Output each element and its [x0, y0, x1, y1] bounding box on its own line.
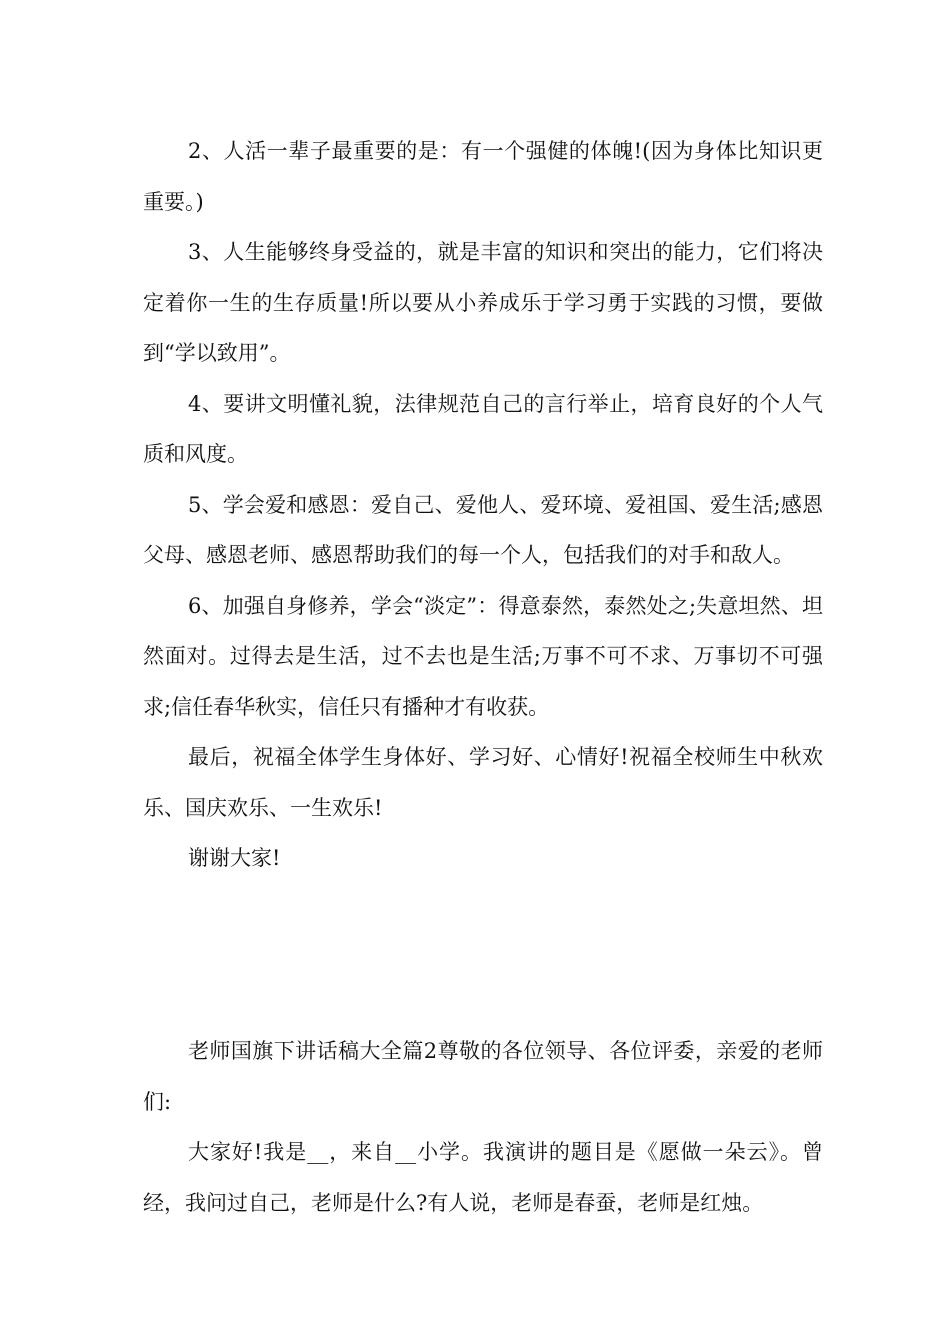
paragraph-point-4: 4、要讲文明懂礼貌，法律规范自己的言行举止，培育良好的个人气质和风度。	[143, 391, 823, 466]
paragraph-point-3: 3、人生能够终身受益的，就是丰富的知识和突出的能力，它们将决定着你一生的生存质量!所以要从小养成乐于学习勇于实践的习惯，要做到“学以致用”。	[143, 240, 823, 365]
paragraph-point-2: 2、人活一辈子最重要的是：有一个强健的体魄!(因为身体比知识更重要。)	[143, 139, 823, 214]
paragraph-speech-two-heading: 老师国旗下讲话稿大全篇2尊敬的各位领导、各位评委，亲爱的老师们:	[143, 1039, 823, 1114]
paragraph-thanks: 谢谢大家!	[188, 846, 281, 870]
paragraph-point-5: 5、学会爱和感恩：爱自己、爱他人、爱环境、爱祖国、爱生活;感恩父母、感恩老师、感恩帮助我们的每一个人，包括我们的对手和敌人。	[143, 492, 823, 567]
paragraph-speech-two-opening: 大家好!我是__，来自__小学。我演讲的题目是《愿做一朵云》。曾经，我问过自己，老师是什么?有人说，老师是春蚕，老师是红烛。	[143, 1140, 823, 1215]
paragraph-closing-wishes: 最后，祝福全体学生身体好、学习好、心情好!祝福全校师生中秋欢乐、国庆欢乐、一生欢乐!	[143, 745, 823, 820]
paragraph-point-6: 6、加强自身修养，学会“淡定”：得意泰然，泰然处之;失意坦然、坦然面对。过得去是生活，过不去也是生活;万事不可不求、万事切不可强求;信任春华秋实，信任只有播种才有收获。	[143, 593, 823, 719]
speech-closing-section	[143, 126, 823, 884]
speech-two-section	[143, 1026, 823, 1228]
